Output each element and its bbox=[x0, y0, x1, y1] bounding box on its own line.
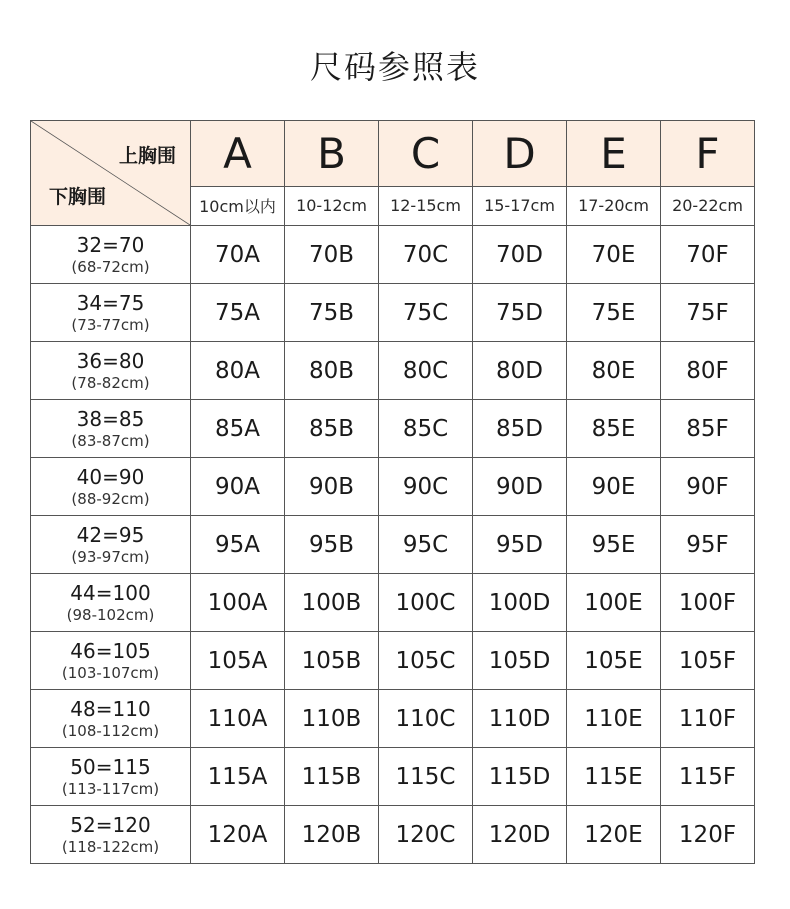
table-row bbox=[31, 516, 755, 574]
cup-letter: D bbox=[473, 121, 567, 187]
under-bust-label: 下胸围 bbox=[49, 186, 107, 208]
band-size-cell bbox=[31, 458, 191, 516]
band-range: (103-107cm) bbox=[61, 663, 160, 682]
table-row bbox=[31, 226, 755, 284]
band-size-cell bbox=[31, 690, 191, 748]
size-cell: 75A bbox=[191, 284, 285, 342]
size-cell: 110D bbox=[473, 690, 567, 748]
table-row bbox=[31, 632, 755, 690]
size-cell: 115C bbox=[379, 748, 473, 806]
size-cell: 80F bbox=[661, 342, 755, 400]
band-size: 40=90 bbox=[76, 464, 145, 489]
size-cell: 115B bbox=[285, 748, 379, 806]
size-cell: 75E bbox=[567, 284, 661, 342]
size-cell: 105E bbox=[567, 632, 661, 690]
size-cell: 115D bbox=[473, 748, 567, 806]
cup-letter: C bbox=[379, 121, 473, 187]
size-cell: 100D bbox=[473, 574, 567, 632]
size-cell: 85F bbox=[661, 400, 755, 458]
page-title: 尺码参照表 bbox=[309, 48, 480, 86]
cup-range: 12-15cm bbox=[379, 186, 473, 225]
band-size: 32=70 bbox=[76, 232, 145, 257]
size-cell: 100E bbox=[567, 574, 661, 632]
band-range: (108-112cm) bbox=[61, 721, 160, 740]
size-cell: 95E bbox=[567, 516, 661, 574]
size-cell: 70E bbox=[567, 226, 661, 284]
size-cell: 120F bbox=[661, 806, 755, 864]
cup-range: 20-22cm bbox=[661, 186, 755, 225]
size-cell: 100B bbox=[285, 574, 379, 632]
band-size: 44=100 bbox=[70, 580, 151, 605]
band-range: (83-87cm) bbox=[71, 431, 150, 450]
band-size-cell bbox=[31, 284, 191, 342]
cup-letter: A bbox=[191, 121, 285, 187]
band-range: (68-72cm) bbox=[71, 257, 150, 276]
band-range: (73-77cm) bbox=[71, 315, 150, 334]
size-cell: 95A bbox=[191, 516, 285, 574]
size-cell: 70F bbox=[661, 226, 755, 284]
size-cell: 80C bbox=[379, 342, 473, 400]
size-cell: 110A bbox=[191, 690, 285, 748]
size-cell: 120C bbox=[379, 806, 473, 864]
band-size: 50=115 bbox=[70, 754, 151, 779]
size-cell: 80A bbox=[191, 342, 285, 400]
size-cell: 90F bbox=[661, 458, 755, 516]
size-cell: 70B bbox=[285, 226, 379, 284]
table-row bbox=[31, 458, 755, 516]
band-size: 42=95 bbox=[76, 522, 145, 547]
size-cell: 75F bbox=[661, 284, 755, 342]
size-cell: 120A bbox=[191, 806, 285, 864]
band-size-cell bbox=[31, 748, 191, 806]
size-cell: 90C bbox=[379, 458, 473, 516]
size-cell: 70C bbox=[379, 226, 473, 284]
size-cell: 105D bbox=[473, 632, 567, 690]
cup-range: 17-20cm bbox=[567, 186, 661, 225]
band-size-cell bbox=[31, 342, 191, 400]
size-cell: 120E bbox=[567, 806, 661, 864]
size-cell: 85A bbox=[191, 400, 285, 458]
size-cell: 115F bbox=[661, 748, 755, 806]
band-size: 46=105 bbox=[70, 638, 151, 663]
band-size-cell bbox=[31, 806, 191, 864]
size-cell: 85C bbox=[379, 400, 473, 458]
size-cell: 70A bbox=[191, 226, 285, 284]
cup-range: 10cm以内 bbox=[191, 186, 285, 225]
band-size-cell bbox=[31, 516, 191, 574]
size-cell: 75B bbox=[285, 284, 379, 342]
size-cell: 80D bbox=[473, 342, 567, 400]
size-cell: 95B bbox=[285, 516, 379, 574]
band-range: (78-82cm) bbox=[71, 373, 150, 392]
size-cell: 95D bbox=[473, 516, 567, 574]
size-cell: 110E bbox=[567, 690, 661, 748]
band-size: 52=120 bbox=[70, 812, 151, 837]
size-cell: 85D bbox=[473, 400, 567, 458]
size-cell: 75C bbox=[379, 284, 473, 342]
table-body bbox=[31, 226, 755, 864]
upper-bust-label: 上胸围 bbox=[118, 145, 176, 167]
table-row bbox=[31, 400, 755, 458]
band-size-cell bbox=[31, 226, 191, 284]
band-range: (118-122cm) bbox=[61, 837, 160, 856]
band-size-cell bbox=[31, 574, 191, 632]
band-range: (113-117cm) bbox=[61, 779, 160, 798]
size-cell: 95C bbox=[379, 516, 473, 574]
size-cell: 75D bbox=[473, 284, 567, 342]
band-size: 36=80 bbox=[76, 348, 145, 373]
cup-range: 10-12cm bbox=[285, 186, 379, 225]
size-cell: 85B bbox=[285, 400, 379, 458]
size-cell: 115A bbox=[191, 748, 285, 806]
cup-range: 15-17cm bbox=[473, 186, 567, 225]
size-cell: 110C bbox=[379, 690, 473, 748]
size-cell: 95F bbox=[661, 516, 755, 574]
size-chart-table bbox=[30, 120, 755, 864]
size-cell: 90E bbox=[567, 458, 661, 516]
band-size: 38=85 bbox=[76, 406, 145, 431]
size-cell: 90D bbox=[473, 458, 567, 516]
size-cell: 90A bbox=[191, 458, 285, 516]
table-row bbox=[31, 574, 755, 632]
size-cell: 105A bbox=[191, 632, 285, 690]
size-cell: 105B bbox=[285, 632, 379, 690]
size-cell: 120D bbox=[473, 806, 567, 864]
size-cell: 70D bbox=[473, 226, 567, 284]
band-size-cell bbox=[31, 400, 191, 458]
size-cell: 100C bbox=[379, 574, 473, 632]
band-size: 34=75 bbox=[76, 290, 145, 315]
size-cell: 80E bbox=[567, 342, 661, 400]
band-size: 48=110 bbox=[70, 696, 151, 721]
size-cell: 85E bbox=[567, 400, 661, 458]
size-cell: 115E bbox=[567, 748, 661, 806]
size-cell: 90B bbox=[285, 458, 379, 516]
band-range: (98-102cm) bbox=[66, 605, 155, 624]
table-row bbox=[31, 284, 755, 342]
cup-letter-row bbox=[31, 121, 755, 187]
size-cell: 110B bbox=[285, 690, 379, 748]
band-size-cell bbox=[31, 632, 191, 690]
band-range: (88-92cm) bbox=[71, 489, 150, 508]
cup-letter: B bbox=[285, 121, 379, 187]
size-cell: 100A bbox=[191, 574, 285, 632]
table-row bbox=[31, 690, 755, 748]
corner-cell bbox=[31, 121, 191, 226]
size-cell: 105F bbox=[661, 632, 755, 690]
size-cell: 100F bbox=[661, 574, 755, 632]
size-cell: 105C bbox=[379, 632, 473, 690]
size-cell: 110F bbox=[661, 690, 755, 748]
table-header bbox=[31, 121, 755, 226]
size-cell: 80B bbox=[285, 342, 379, 400]
diagonal-divider bbox=[31, 121, 190, 225]
table-row bbox=[31, 806, 755, 864]
cup-letter: F bbox=[661, 121, 755, 187]
cup-letter: E bbox=[567, 121, 661, 187]
table-row bbox=[31, 342, 755, 400]
size-cell: 120B bbox=[285, 806, 379, 864]
band-range: (93-97cm) bbox=[71, 547, 150, 566]
table-row bbox=[31, 748, 755, 806]
